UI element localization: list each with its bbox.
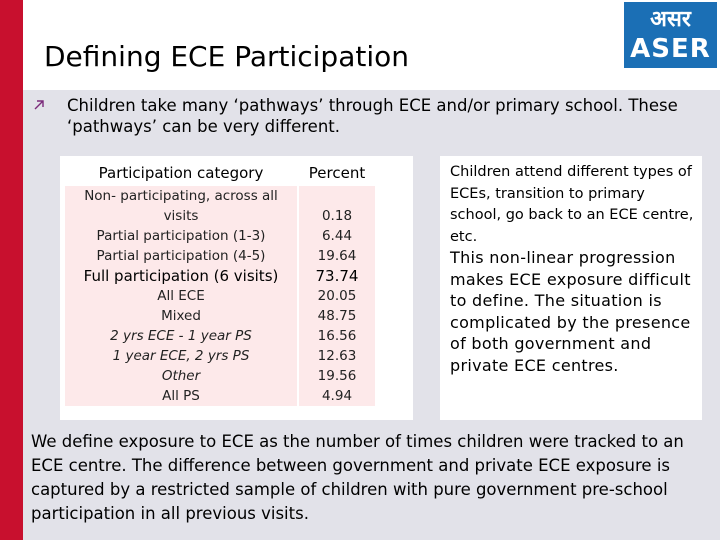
note-text-1: Children attend different types of ECEs, transition to primary school, go back to an ECE centre, etc. <box>450 164 694 245</box>
row-category: Mixed <box>65 306 299 326</box>
row-category: 2 yrs ECE - 1 year PS <box>65 326 299 346</box>
arrow-up-right-icon <box>33 99 45 115</box>
table-row <box>65 186 375 226</box>
row-percent: 4.94 <box>299 386 375 406</box>
table-row <box>65 386 375 406</box>
row-percent: 73.74 <box>299 266 375 286</box>
table-row <box>65 366 375 386</box>
accent-bar <box>0 0 23 540</box>
logo-english-text: ASER <box>630 34 711 64</box>
bottom-text: We define exposure to ECE as the number of times children were tracked to an ECE centre. The difference between government and private ECE exposure is captured by a restricted sample of children with pure government pre-school participation in all previous visits. <box>31 432 684 523</box>
table-row <box>65 226 375 246</box>
note-text-2: This non-linear progression makes ECE exposure difficult to define. The situation is complicated by the presence of both government and private ECE centres. <box>450 248 691 375</box>
logo-hindi-text: असर <box>650 7 691 32</box>
table-row <box>65 326 375 346</box>
row-percent: 12.63 <box>299 346 375 366</box>
table-header-row <box>65 160 375 186</box>
row-category: Non- participating, across all visits <box>65 186 299 226</box>
row-category: Partial participation (1-3) <box>65 226 299 246</box>
row-category: All PS <box>65 386 299 406</box>
row-category: All ECE <box>65 286 299 306</box>
participation-table <box>65 160 375 406</box>
row-percent: 20.05 <box>299 286 375 306</box>
row-category: 1 year ECE, 2 yrs PS <box>65 346 299 366</box>
row-category: Partial participation (4-5) <box>65 246 299 266</box>
table-row <box>65 246 375 266</box>
row-category: Full participation (6 visits) <box>65 266 299 286</box>
table-row <box>65 346 375 366</box>
row-percent: 0.18 <box>299 186 375 226</box>
row-percent: 48.75 <box>299 306 375 326</box>
row-percent: 6.44 <box>299 226 375 246</box>
table-row <box>65 286 375 306</box>
row-percent: 16.56 <box>299 326 375 346</box>
row-percent: 19.64 <box>299 246 375 266</box>
header-category: Participation category <box>65 160 299 186</box>
slide-title: Defining ECE Participation <box>44 40 409 73</box>
header-percent: Percent <box>308 164 366 182</box>
row-percent: 19.56 <box>299 366 375 386</box>
table-row <box>65 306 375 326</box>
table-row <box>65 266 375 286</box>
bullet-text: Children take many ‘pathways’ through ECE and/or primary school. These ‘pathways’ can be very different. <box>67 96 678 136</box>
row-category: Other <box>65 366 299 386</box>
aser-logo <box>624 2 717 68</box>
